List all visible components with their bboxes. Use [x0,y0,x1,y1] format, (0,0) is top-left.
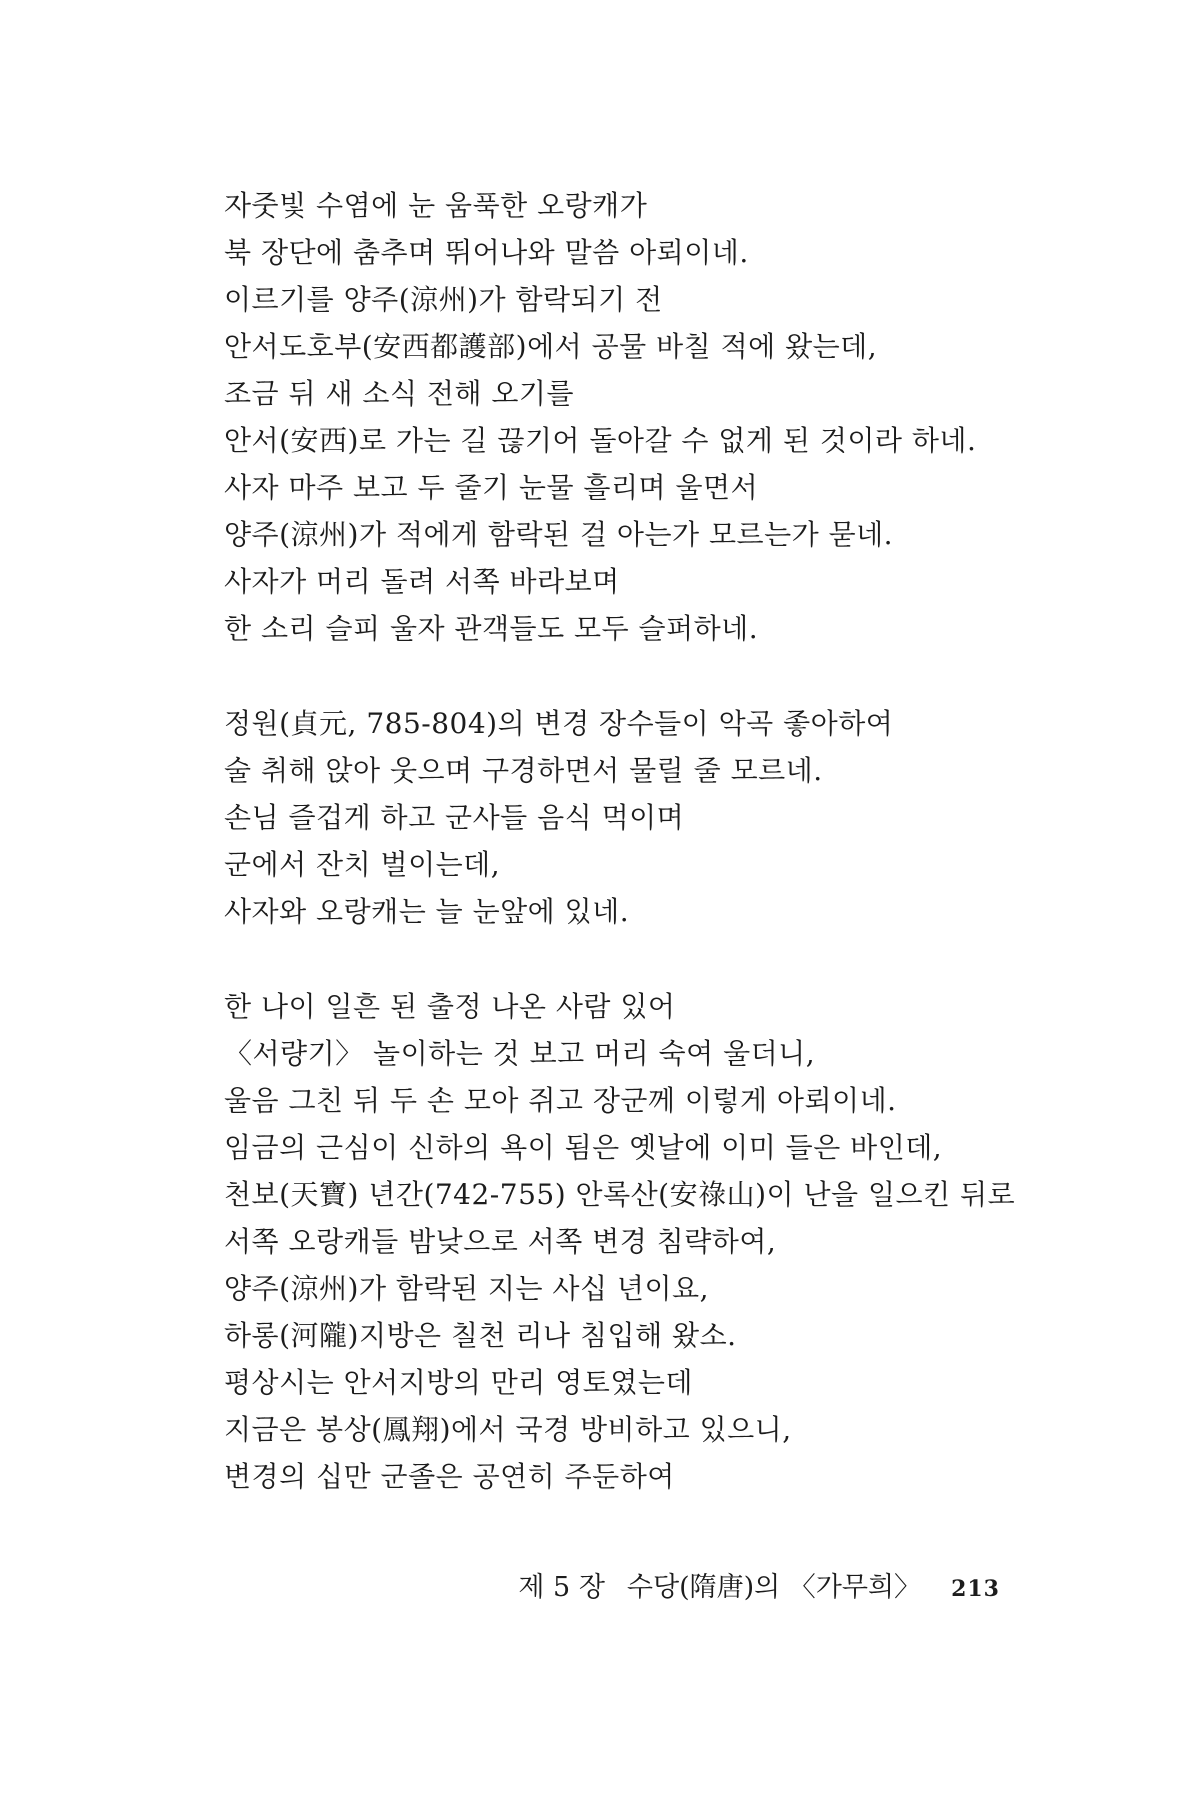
stanza-2 [224,700,1064,935]
poem-line: 자줏빛 수염에 눈 움푹한 오랑캐가 [224,189,648,222]
page-number: 213 [951,1576,1000,1602]
poem-line: 정원(貞元, 785-804)의 변경 장수들이 악곡 좋아하여 [224,707,894,740]
poem-line: 천보(天寶) 년간(742-755) 안록산(安祿山)이 난을 일으킨 뒤로 [224,1178,1016,1211]
poem-line: 임금의 근심이 신하의 욕이 됨은 옛날에 이미 들은 바인데, [224,1131,943,1164]
poem-line: 하롱(河隴)지방은 칠천 리나 침입해 왔소. [224,1319,737,1352]
poem-line: 평상시는 안서지방의 만리 영토였는데 [224,1366,693,1399]
poem-line: 안서도호부(安西都護部)에서 공물 바칠 적에 왔는데, [224,330,878,363]
poem-line: 한 소리 슬피 울자 관객들도 모두 슬퍼하네. [224,612,759,645]
poem-line: 양주(涼州)가 적에게 함락된 걸 아는가 모르는가 묻네. [224,518,894,551]
stanza-3 [224,983,1064,1500]
poem-line: 사자가 머리 돌려 서쪽 바라보며 [224,565,620,598]
poem-line: 손님 즐겁게 하고 군사들 음식 먹이며 [224,801,685,834]
poem-line: 조금 뒤 새 소식 전해 오기를 [224,377,575,410]
chapter-title: 수당(隋唐)의 〈가무희〉 [626,1572,922,1603]
chapter-label: 제 5 장 [518,1572,605,1603]
poem-line: 안서(安西)로 가는 길 끊기어 돌아갈 수 없게 된 것이라 하네. [224,424,977,457]
poem-line: 사자 마주 보고 두 줄기 눈물 흘리며 울면서 [224,471,759,504]
poem-line: 울음 그친 뒤 두 손 모아 쥐고 장군께 이렇게 아뢰이네. [224,1084,897,1117]
poem-line: 술 취해 앉아 웃으며 구경하면서 물릴 줄 모르네. [224,754,823,787]
poem-line: 〈서량기〉 놀이하는 것 보고 머리 숙여 울더니, [224,1037,816,1070]
poem-line: 양주(涼州)가 함락된 지는 사십 년이요, [224,1272,709,1305]
poem-line: 북 장단에 춤추며 뛰어나와 말씀 아뢰이네. [224,236,749,269]
running-footer [518,1568,1000,1609]
poem-line: 군에서 잔치 벌이는데, [224,848,501,881]
poem-line: 이르기를 양주(涼州)가 함락되기 전 [224,283,663,316]
poem-line: 한 나이 일흔 된 출정 나온 사람 있어 [224,990,676,1023]
poem-line: 지금은 봉상(鳳翔)에서 국경 방비하고 있으니, [224,1413,792,1446]
poem-line: 서쪽 오랑캐들 밤낮으로 서쪽 변경 침략하여, [224,1225,777,1258]
poem-line: 사자와 오랑캐는 늘 눈앞에 있네. [224,895,630,928]
stanza-1 [224,182,1064,652]
poem-text [224,182,1064,1500]
poem-line: 변경의 십만 군졸은 공연히 주둔하여 [224,1460,675,1493]
